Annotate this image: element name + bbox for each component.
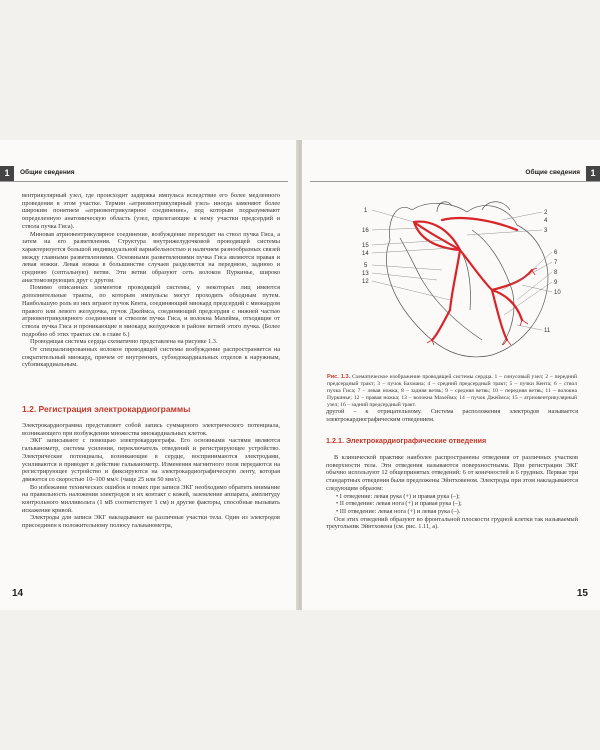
label-6: 6 [554,250,558,256]
body-text-right [326,454,578,531]
paragraph: Оси этих отведений образуют во фронтальной плоскости грудной клетки так называемый треугольник Эйнтховена (см. рис. 1.11, а). [326,515,578,531]
paragraph: другой – к отрицательному. Система расположения электродов называется электрокардиографическим отведением. [326,408,578,423]
left-page [0,140,298,610]
figure-caption [327,374,577,409]
continued-paragraph [326,408,578,423]
list-item: • II отведение: левая нога (+) и правая рука (–); [336,500,578,508]
chapter-tab: 1 [0,166,14,181]
running-header [310,166,600,182]
paragraph: От специализированных волокон проводящей системы возбуждение распространяется на сократительный миокард, причем от внутренних, субэндокардиальных отделов к наружным, субэпикардиальным. [22,346,280,369]
caption-text: Схематическое изображение проводящей системы сердца. 1 – синусовый узел; 2 – передний предсердный тракт; 3 – пучок Бахмана; 4 – средний предсердный тракт; 5 – пучки Кента; 6 – ствол пучка Гиса; 7 – левая ножка; 8 – задняя ветвь; 9 – средняя ветвь; 10 – передняя ветвь; 11 – волокна Пуркинье; 12 – правая ножка; 13 – волокна Махейма; 14 – пучок Джеймса; 15 – атриовентрикулярный узел; 16 – задний предсердный тракт. [327,374,577,408]
paragraph: ЭКГ записывают с помощью электрокардиографа. Его основными частями являются гальванометр, система усиления, переключатель отведений и регистрирующее устройство. Электрические потенциалы, возникающие в сердце, воспринимаются электродами, усиливаются и приводят в действие гальванометр. Изменения магнитного поля передаются на регистрирующее устройство и фиксируются на электрокардиографическую ленту, которая движется со скоростью 10–100 мм/с (чаще 25 или 50 мм/с). [22,437,280,483]
running-header [0,166,288,182]
label-4: 4 [544,218,548,224]
paragraph: Электрокардиограмма представляет собой запись суммарного электрического потенциала, возникающего при возбуждении множества миокардиальных клеток. [22,422,280,437]
label-8: 8 [554,270,558,276]
label-12: 12 [362,279,369,285]
subsection-heading: 1.2.1. Электрокардиографические отведения [326,436,487,445]
heart-conduction-figure [342,190,572,360]
label-7: 7 [554,260,558,266]
label-13: 13 [362,271,369,277]
paragraph: Проводящая система сердца схематично представлена на рисунке 1.3. [30,338,218,346]
header-title: Общие сведения [525,169,580,176]
body-text-bottom [22,422,280,530]
label-2: 2 [544,210,548,216]
label-16: 16 [362,228,369,234]
page-number: 14 [12,588,24,599]
paragraph: Во избежание технических ошибок и помех при записи ЭКГ необходимо обратить внимание на правильность наложения электродов и их контакт с кожей, заземление аппарата, амплитуду контрольного милливольта (1 мВ соответствует 1 см) и другие факторы, способные вызывать искажение кривой. [22,483,280,514]
paragraph: Помимо описанных элементов проводящей системы, у некоторых лиц имеются дополнительные тракты, по которым импульсы могут проходить обходным путем. Наибольшую роль из них играют пучок Кента, соединяющий миокард предсердий с миокардом правого или левого желудочка, пучок Джеймса, соединяющий предсердия с нижней частью атриовентрикулярного соединения и стволом пучка Гиса, и волокна Махейма, отходящие от ствола пучка Гиса и проникающие в миокард желудочков в районе ветвей этого пучка. (Более подробно об этих трактах см. в главе 6.) [22,284,280,338]
right-page [302,140,600,610]
label-15: 15 [362,243,369,249]
section-heading: 1.2. Регистрация электрокардиограммы [22,404,191,414]
header-title: Общие сведения [20,169,75,176]
paragraph: В клинической практике наиболее распространены отведения от различных участков поверхности тела. Эти отведения называются поверхностными. При регистрации ЭКГ обычно используют 12 общепринятых отведений: 6 от конечностей и 6 грудных. Первые три стандартных отведения были предложены Эйнтховеном. Электроды при этом накладываются следующим образом: [326,454,578,492]
page-number: 15 [576,588,588,599]
label-9: 9 [554,280,558,286]
label-5: 5 [364,263,368,269]
caption-label: Рис. 1.3. [327,374,351,380]
paragraph: Миновав атриовентрикулярное соединение, возбуждение переходит на ствол пучка Гиса, а затем на его разветвления. Структура внутрижелудочковой проводящей системы характеризуется большой индивидуальной вариабельностью и наличием разнообразных связей между главными разветвлениями. Основными разветвлениями пучка Гиса являются правая и левая ножки. Левая ножка в большинстве случаев разделяется на переднюю, заднюю и среднюю (септальную) ветви. Эти ветви образуют сеть волокон Пуркинье, широко анастомозирующих друг с другом. [22,230,280,284]
body-text-top [22,192,280,369]
lead-list [326,493,578,516]
label-1: 1 [364,208,368,214]
list-item: • III отведение: левая нога (+) и левая рука (–). [336,508,578,516]
paragraph: вентрикулярный узел, где происходит задержка импульса вследствие его более медленного проведения в этом участке. Термин «атриовентрикулярный узел» иногда заменяют более широким понятием «атриовентрикулярное соединение», под которым подразумевают определенную анатомическую область (узел, прилегающие к нему участки предсердий и ствола пучка Гиса). [22,192,280,230]
paragraph: Электроды для записи ЭКГ накладывают на различные участки тела. Один из электродов присоединен к положительному полюсу гальванометра, [22,514,280,530]
label-10: 10 [554,290,561,296]
list-item: • I отведение: левая рука (+) и правая рука (–); [336,493,578,501]
label-14: 14 [362,251,369,257]
label-11: 11 [544,328,551,334]
label-3: 3 [544,228,548,234]
chapter-tab: 1 [586,166,600,181]
